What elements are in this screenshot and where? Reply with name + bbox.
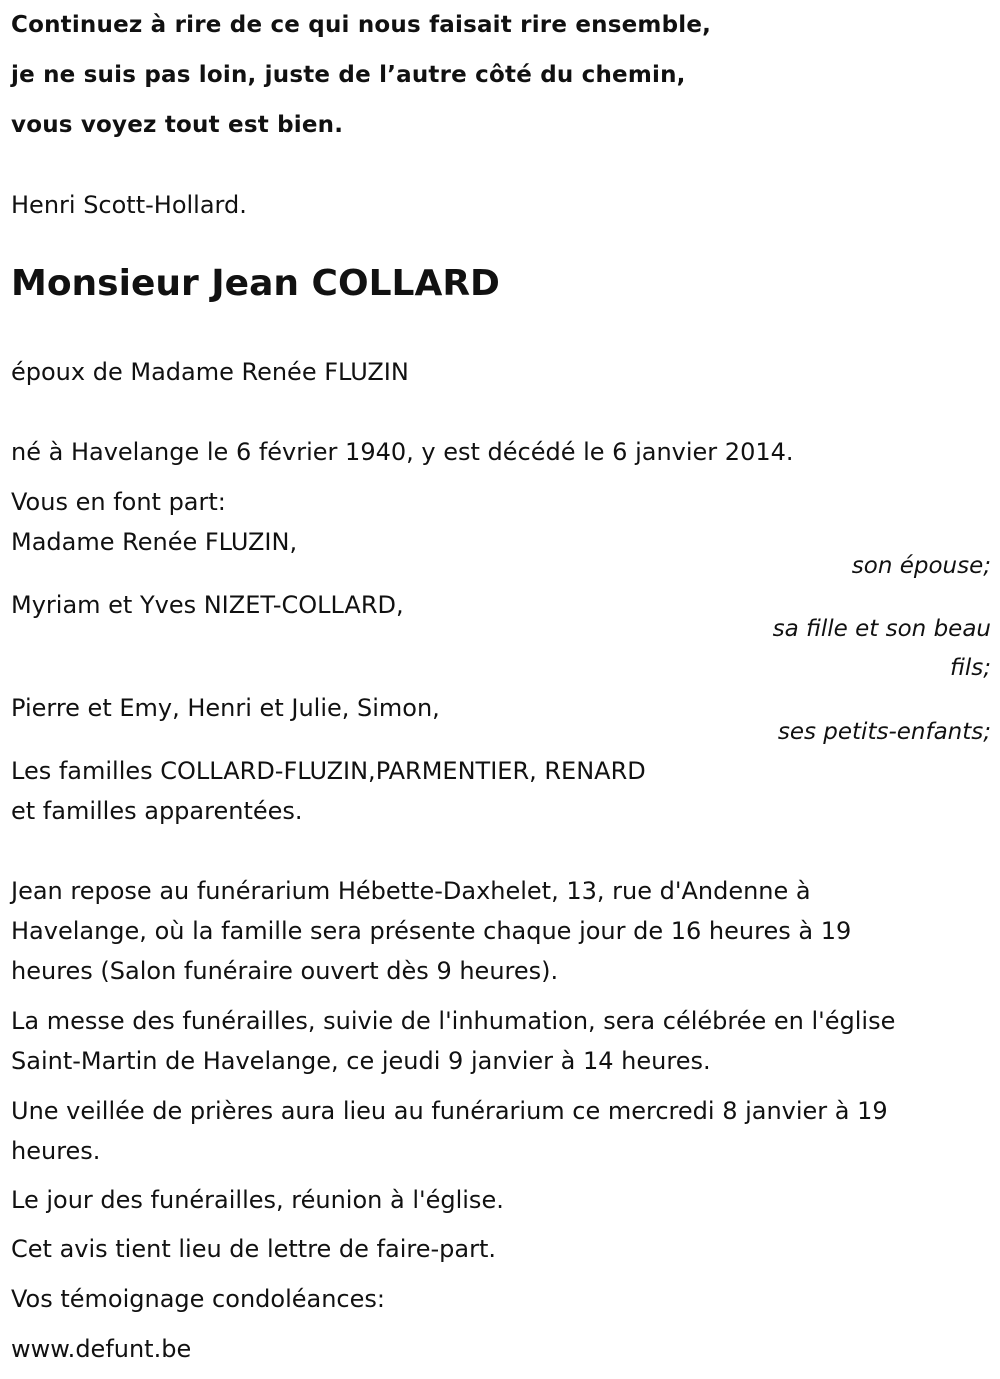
family-member-name: Myriam et Yves NIZET-COLLARD,: [11, 591, 404, 619]
funerarium-text: heures (Salon funéraire ouvert dès 9 heures).: [11, 957, 559, 985]
announcement-intro: Vous en font part:: [11, 488, 226, 516]
funerarium-text: Havelange, où la famille sera présente chaque jour de 16 heures à 19: [11, 917, 852, 945]
mass-text: Saint-Martin de Havelange, ce jeudi 9 janvier à 14 heures.: [11, 1047, 711, 1075]
family-member-role: fils;: [950, 655, 991, 681]
poem-line: je ne suis pas loin, juste de l’autre côté du chemin,: [11, 62, 686, 88]
family-member-name: Pierre et Emy, Henri et Julie, Simon,: [11, 694, 440, 722]
poem-line: Continuez à rire de ce qui nous faisait rire ensemble,: [11, 12, 712, 38]
funerarium-text: Jean repose au funérarium Hébette-Daxhelet, 13, rue d'Andenne à: [11, 877, 811, 905]
mass-text: La messe des funérailles, suivie de l'inhumation, sera célébrée en l'église: [11, 1007, 896, 1035]
poem-author: Henri Scott-Hollard.: [11, 191, 247, 219]
families-line: Les familles COLLARD-FLUZIN,PARMENTIER, RENARD: [11, 757, 646, 785]
website-text: www.defunt.be: [11, 1335, 192, 1363]
deceased-name: Monsieur Jean COLLARD: [11, 263, 500, 304]
family-member-name: Madame Renée FLUZIN,: [11, 528, 298, 556]
families-line: et familles apparentées.: [11, 797, 303, 825]
condolences-label: Vos témoignage condoléances:: [11, 1285, 385, 1313]
vigil-text: Une veillée de prières aura lieu au funérarium ce mercredi 8 janvier à 19: [11, 1097, 888, 1125]
family-member-role: ses petits-enfants;: [777, 719, 991, 745]
poem-line: vous voyez tout est bien.: [11, 112, 344, 138]
meeting-text: Le jour des funérailles, réunion à l'église.: [11, 1186, 504, 1214]
family-member-role: sa fille et son beau: [772, 616, 991, 642]
notice-text: Cet avis tient lieu de lettre de faire-part.: [11, 1235, 496, 1263]
vigil-text: heures.: [11, 1137, 101, 1165]
birth-death-line: né à Havelange le 6 février 1940, y est décédé le 6 janvier 2014.: [11, 438, 794, 466]
family-member-role: son épouse;: [851, 553, 991, 579]
spouse-line: époux de Madame Renée FLUZIN: [11, 358, 409, 386]
